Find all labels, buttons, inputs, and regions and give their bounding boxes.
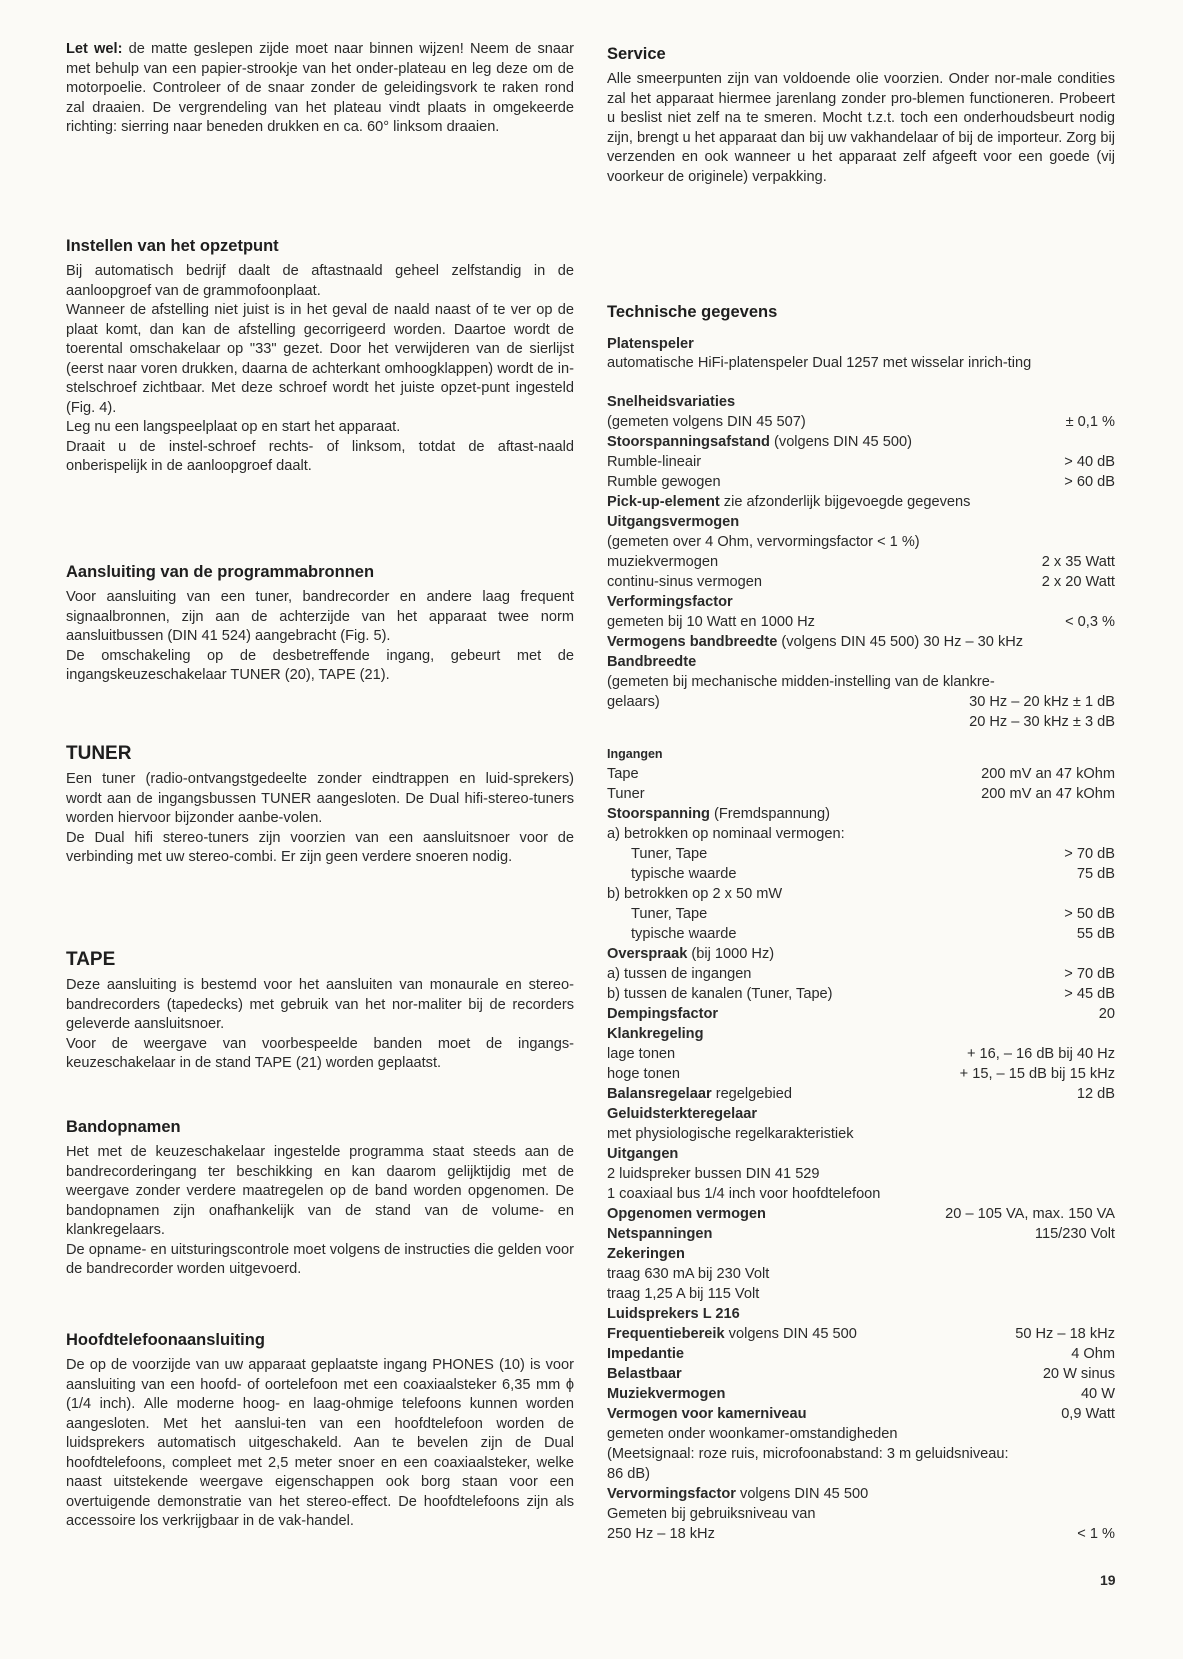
spec-label <box>607 844 1058 864</box>
paragraph: Deze aansluiting is bestemd voor het aansluiten van monaurale en stereo-bandrecorders (tapedecks) met gebruik van het nor-maliter bij de recorders geleverde aansluitsnoer. <box>66 977 574 1032</box>
paragraph: De op de voorzijde van uw apparaat geplaatste ingang PHONES (10) is voor aansluiting van een hoofd- of oortelefoon met een coaxiaalsteker 6,35 mm ϕ (1/4 inch). Alle moderne hoog- en laag-ohmige telefoons kunnen worden aangesloten. Met het aanslui-ten van een hoofdtelefoon worden de luidsprekers automatisch uitgeschakeld. Aan te bevelen zijn de Dual hoofdtelefoons, compleet met 2,5 meter snoer en een coaxiaalsteker, welke naast uitstekende weergave eigenschappen ook borg staan voor een overtuigende demonstratie van het stereo-effect. De hoofdtelefoons zijn als accessoire los verkrijgbaar in de vak-handel. <box>66 1357 574 1529</box>
spec-text: 250 Hz – 18 kHz <box>607 1526 715 1542</box>
spec-label <box>607 964 1058 984</box>
spec-label <box>607 1304 1115 1324</box>
spec-row <box>607 1044 1115 1064</box>
spec-label <box>607 452 1058 472</box>
section-bandopnamen <box>66 1117 574 1280</box>
spec-label <box>607 784 975 804</box>
spec-text: (Fremdspannung) <box>709 806 831 822</box>
spec-label <box>607 1324 1009 1344</box>
spec-label <box>607 1004 1093 1024</box>
spec-text: a) betrokken op nominaal vermogen: <box>607 826 845 842</box>
spec-heading: Netspanningen <box>607 1226 713 1242</box>
spec-label <box>607 804 1115 824</box>
spec-text: (bij 1000 Hz) <box>687 946 775 962</box>
spec-label <box>607 1124 1115 1144</box>
spec-text: traag 630 mA bij 230 Volt <box>607 1266 770 1282</box>
spec-row <box>607 1484 1115 1504</box>
spec-label <box>607 432 1115 452</box>
spec-label <box>607 1424 1115 1444</box>
spec-heading: Uitgangen <box>607 1146 679 1162</box>
intro-paragraph <box>66 40 574 138</box>
section-title: TUNER <box>66 743 132 764</box>
spec-heading: Uitgangsvermogen <box>607 514 740 530</box>
spec-heading: Bandbreedte <box>607 654 697 670</box>
spec-label <box>607 1164 1115 1184</box>
spec-label <box>607 1444 1115 1464</box>
spec-value: > 40 dB <box>1064 454 1115 470</box>
spec-row <box>607 432 1115 452</box>
spec-value: > 60 dB <box>1064 474 1115 490</box>
intro-text: de matte geslepen zijde moet naar binnen wijzen! Neem de snaar met behulp van een papier-strookje van het onder-plateau en leg deze om de motorpoelie. Controleer of de snaar zonder de geleidingsvork te raken rond zal draaien. De vergrendeling van het plateau vindt plaats in omgekeerde richting: sierring naar beneden drukken en ca. 60° linksom draaien. <box>66 41 575 135</box>
section-title: Technische gegevens <box>607 303 778 321</box>
spec-row <box>607 472 1115 492</box>
spec-label <box>607 354 1115 373</box>
spec-label <box>607 744 1115 764</box>
section-service <box>607 44 1115 187</box>
spec-label <box>607 1064 954 1084</box>
spec-value: 2 x 35 Watt <box>1041 554 1115 570</box>
spec-row <box>607 944 1115 964</box>
spec-row <box>607 764 1115 784</box>
spec-heading: Belastbaar <box>607 1366 682 1382</box>
spec-row <box>607 652 1115 672</box>
spec-text: 1 coaxiaal bus 1/4 inch voor hoofdtelefoon <box>607 1186 881 1202</box>
spec-label <box>607 924 1071 944</box>
spec-value: 20 <box>1098 1006 1115 1022</box>
spec-row <box>607 1144 1115 1164</box>
spec-row <box>607 1004 1115 1024</box>
spec-row <box>607 884 1115 904</box>
spec-row <box>607 824 1115 844</box>
spec-heading: Muziekvermogen <box>607 1386 726 1402</box>
spec-row <box>607 1164 1115 1184</box>
spec-value: 30 Hz – 20 kHz ± 1 dB <box>969 694 1115 710</box>
spec-row <box>607 354 1115 392</box>
spec-text: traag 1,25 A bij 115 Volt <box>607 1286 760 1302</box>
spec-label <box>607 412 1060 432</box>
spec-row <box>607 1324 1115 1344</box>
spec-value: > 50 dB <box>1064 906 1115 922</box>
spec-label <box>607 1524 1071 1544</box>
section-tuner <box>66 744 574 868</box>
spec-label <box>607 632 1115 652</box>
spec-heading: Geluidsterkteregelaar <box>607 1106 758 1122</box>
section-title: TAPE <box>66 949 116 970</box>
spec-row <box>607 1364 1115 1384</box>
tech-title-block <box>607 302 1115 328</box>
spec-row <box>607 732 1115 744</box>
spec-value: > 70 dB <box>1064 846 1115 862</box>
spec-label <box>607 904 1058 924</box>
spec-label <box>607 492 1115 512</box>
spec-text: volgens DIN 45 500 <box>735 1486 869 1502</box>
spec-row <box>607 632 1115 652</box>
spec-text: Tuner, Tape <box>631 846 708 862</box>
paragraph: De opname- en uitsturingscontrole moet volgens de instructies die gelden voor de bandrecorder worden uitgevoerd. <box>66 1241 574 1277</box>
spec-row <box>607 492 1115 512</box>
spec-row <box>607 512 1115 532</box>
spec-text: hoge tonen <box>607 1066 681 1082</box>
paragraph: Wanneer de afstelling niet juist is in het geval de naald naast of te ver op de plaat komt, dan kan de afstelling gecorrigeerd worden. Daartoe wordt de toerental omschakelaar op "33" gezet. Door het verwijderen van de sierlijst (eerst naar voren drukken, daarna de achterkant omhoogklappen) wordt de in-stelschroef zichtbaar. Met deze schroef wordt het juiste opzet-punt ingesteld (Fig. 4). <box>66 302 574 416</box>
spec-text: zie afzonderlijk bijgevoegde gegevens <box>719 494 971 510</box>
spec-text: (volgens DIN 45 500) <box>769 434 912 450</box>
section-title: Instellen van het opzetpunt <box>66 237 279 255</box>
section-hoofdtelefoon <box>66 1330 574 1532</box>
spec-row <box>607 392 1115 412</box>
spec-row <box>607 1204 1115 1224</box>
spec-text: automatische HiFi-platenspeler Dual 1257 met wisselar inrich-ting <box>607 355 1032 371</box>
spec-label <box>607 984 1058 1004</box>
spec-value: 20 W sinus <box>1042 1366 1115 1382</box>
spec-label <box>607 392 1115 412</box>
spec-heading: Vermogens bandbreedte <box>607 634 778 650</box>
spec-value: 40 W <box>1080 1386 1115 1402</box>
spec-label <box>607 1084 1071 1104</box>
section-title: Aansluiting van de programmabronnen <box>66 563 375 581</box>
spec-value: + 16, – 16 dB bij 40 Hz <box>966 1046 1115 1062</box>
spec-row <box>607 1084 1115 1104</box>
spec-row <box>607 1064 1115 1084</box>
section-aansluiting <box>66 562 574 686</box>
page-number: 19 <box>1100 1572 1116 1588</box>
spec-text: Rumble-lineair <box>607 454 702 470</box>
spec-text: Tuner, Tape <box>631 906 708 922</box>
section-title: Hoofdtelefoonaansluiting <box>66 1331 265 1349</box>
spec-label <box>607 652 1115 672</box>
spec-label <box>607 512 1115 532</box>
spec-row <box>607 804 1115 824</box>
spec-value: 200 mV an 47 kOhm <box>981 786 1115 802</box>
spec-row <box>607 844 1115 864</box>
spec-value: 4 Ohm <box>1071 1346 1115 1362</box>
spec-text: Tape <box>607 766 639 782</box>
spec-row <box>607 572 1115 592</box>
spec-text: b) tussen de kanalen (Tuner, Tape) <box>607 986 833 1002</box>
spec-label <box>607 672 1115 692</box>
spec-row <box>607 744 1115 764</box>
spec-label <box>607 592 1115 612</box>
spec-row <box>607 672 1115 692</box>
spec-heading: Stoorspanningsafstand <box>607 434 770 450</box>
spec-label <box>607 472 1058 492</box>
spec-row <box>607 1304 1115 1324</box>
spec-value: < 0,3 % <box>1065 614 1115 630</box>
spec-text: 86 dB) <box>607 1466 650 1482</box>
spec-text: Gemeten bij gebruiksniveau van <box>607 1506 816 1522</box>
spec-label <box>607 1484 1115 1504</box>
spec-label <box>607 1284 1115 1304</box>
paragraph: Een tuner (radio-ontvangstgedeelte zonder eindtrappen en luid-sprekers) wordt aan de ingangsbussen TUNER aangesloten. De Dual hifi-stereo-tuners worden hiervoor bijzonder aanbe-volen. <box>66 771 574 826</box>
spec-value: > 70 dB <box>1064 966 1115 982</box>
spec-row <box>607 1224 1115 1244</box>
spec-heading: Klankregeling <box>607 1026 704 1042</box>
spec-row <box>607 1504 1115 1524</box>
spec-row <box>607 412 1115 432</box>
spec-value: < 1 % <box>1077 1526 1115 1542</box>
spec-label <box>607 944 1115 964</box>
spec-heading: Vervormingsfactor <box>607 1486 736 1502</box>
spec-heading: Zekeringen <box>607 1246 685 1262</box>
spec-text: gemeten onder woonkamer-omstandigheden <box>607 1426 898 1442</box>
spec-value: 20 Hz – 30 kHz ± 3 dB <box>969 714 1115 730</box>
spec-row <box>607 1344 1115 1364</box>
spec-label <box>607 1024 1115 1044</box>
spec-text: a) tussen de ingangen <box>607 966 752 982</box>
intro-bold: Let wel: <box>66 41 123 57</box>
spec-text: regelgebied <box>711 1086 792 1102</box>
spec-value: 200 mV an 47 kOhm <box>981 766 1115 782</box>
spec-heading: Overspraak <box>607 946 688 962</box>
spec-table <box>607 334 1115 1544</box>
spec-text: typische waarde <box>631 926 737 942</box>
spec-label <box>607 1464 1115 1484</box>
spec-heading: Vermogen voor kamerniveau <box>607 1406 807 1422</box>
spec-heading: Luidsprekers L 216 <box>607 1306 740 1322</box>
spec-label <box>607 334 1115 354</box>
spec-label <box>607 864 1071 884</box>
spec-row <box>607 1244 1115 1264</box>
spec-row <box>607 864 1115 884</box>
spec-text: (gemeten over 4 Ohm, vervormingsfactor < 1 %) <box>607 534 920 550</box>
section-tape <box>66 950 574 1074</box>
spec-label <box>607 532 1115 552</box>
spec-value: > 45 dB <box>1064 986 1115 1002</box>
spec-text: (volgens DIN 45 500) 30 Hz – 30 kHz <box>777 634 1024 650</box>
section-opzetpunt <box>66 236 574 477</box>
spec-row <box>607 1384 1115 1404</box>
spec-row <box>607 1404 1115 1424</box>
spec-row <box>607 1184 1115 1204</box>
spec-label <box>607 764 975 784</box>
spec-label <box>607 1104 1115 1124</box>
spec-value: 50 Hz – 18 kHz <box>1015 1326 1115 1342</box>
spec-heading: Frequentiebereik <box>607 1326 725 1342</box>
spec-value: 12 dB <box>1076 1086 1115 1102</box>
paragraph: Voor aansluiting van een tuner, bandrecorder en andere laag frequent signaalbronnen, zijn aan de achterzijde van het apparaat twee norm aansluitbussen (DIN 41 524) aangebracht (Fig. 5). <box>66 589 574 644</box>
spec-label <box>607 884 1115 904</box>
section-title: Service <box>607 45 666 63</box>
spec-row <box>607 1104 1115 1124</box>
spec-text: (Meetsignaal: roze ruis, microfoonabstand: 3 m geluidsniveau: <box>607 1446 1009 1462</box>
spec-heading: Balansregelaar <box>607 1086 712 1102</box>
paragraph: Alle smeerpunten zijn van voldoende olie voorzien. Onder nor-male condities zal het apparaat hiermee jarenlang zonder pro-blemen functioneren. Probeert u beslist niet zelf na te smeren. Mocht t.z.t. toch een onderhoudsbeurt nodig zijn, brengt u het apparaat dan bij uw vakhandelaar of bij de importeur. Zorg bij verzenden en ook wanneer u het apparaat zelf afgeeft voor een goede (vij voorkeur de originele) verpakking. <box>607 71 1115 185</box>
spec-text: gemeten bij 10 Watt en 1000 Hz <box>607 614 815 630</box>
spec-row <box>607 964 1115 984</box>
spec-row <box>607 984 1115 1004</box>
spec-row <box>607 612 1115 632</box>
spec-row <box>607 1424 1115 1444</box>
section-title: Bandopnamen <box>66 1118 181 1136</box>
spec-heading: Pick-up-element <box>607 494 720 510</box>
paragraph: De omschakeling op de desbetreffende ingang, gebeurt met de ingangskeuzeschakelaar TUNER (20), TAPE (21). <box>66 647 574 683</box>
spec-value: 2 x 20 Watt <box>1041 574 1115 590</box>
spec-label <box>607 712 963 732</box>
spec-value: + 15, – 15 dB bij 15 kHz <box>959 1066 1115 1082</box>
paragraph: Het met de keuzeschakelaar ingestelde programma staat steeds aan de bandrecorderingang ter beschikking en kan daarom gelijktijdig met de weergave zonder verdere maatregelen op de band worden opgenomen. De bandopnamen zijn onafhankelijk van de stand van de volume- en klankregelaars. <box>66 1144 574 1238</box>
spec-row <box>607 784 1115 804</box>
spec-heading: Ingangen <box>607 747 663 761</box>
spec-text: (gemeten volgens DIN 45 507) <box>607 414 806 430</box>
spec-label <box>607 1244 1115 1264</box>
spec-text: lage tonen <box>607 1046 676 1062</box>
spec-label <box>607 1144 1115 1164</box>
spec-text: volgens DIN 45 500 <box>724 1326 857 1342</box>
spec-row <box>607 1524 1115 1544</box>
spec-label <box>607 1224 1029 1244</box>
paragraph: Leg nu een langspeelplaat op en start het apparaat. <box>66 419 401 435</box>
spec-value: 20 – 105 VA, max. 150 VA <box>945 1206 1115 1222</box>
spec-value: 0,9 Watt <box>1061 1406 1115 1422</box>
spec-text: 2 luidspreker bussen DIN 41 529 <box>607 1166 820 1182</box>
spec-label <box>607 552 1036 572</box>
spec-row <box>607 904 1115 924</box>
spec-row <box>607 924 1115 944</box>
spec-row <box>607 692 1115 712</box>
spec-heading: Impedantie <box>607 1346 685 1362</box>
spec-heading: Snelheidsvariaties <box>607 394 736 410</box>
spec-row <box>607 1264 1115 1284</box>
spec-text: typische waarde <box>631 866 737 882</box>
spec-text: Tuner <box>607 786 645 802</box>
spec-label <box>607 1204 939 1224</box>
spec-text: (gemeten bij mechanische midden-instelling van de klankre- <box>607 674 995 690</box>
paragraph: Bij automatisch bedrijf daalt de aftastnaald geheel zelfstandig in de aanloopgroef van de grammofoonplaat. <box>66 263 574 299</box>
spec-heading: Opgenomen vermogen <box>607 1206 766 1222</box>
paragraph: Draait u de instel-schroef rechts- of linksom, totdat de aftast-naald onberispelijk in de aanloopgroef daalt. <box>66 438 574 474</box>
spec-label <box>607 612 1059 632</box>
paragraph: Voor de weergave van voorbespeelde banden moet de ingangs-keuzeschakelaar in de stand TAPE (21) worden geplaatst. <box>66 1035 574 1071</box>
spec-label <box>607 1364 1037 1384</box>
spec-row <box>607 334 1115 354</box>
spec-label <box>607 1344 1065 1364</box>
spec-text: b) betrokken op 2 x 50 mW <box>607 886 783 902</box>
spec-label <box>607 1384 1075 1404</box>
spec-value: ± 0,1 % <box>1065 414 1115 430</box>
paragraph: De Dual hifi stereo-tuners zijn voorzien van een aansluitsnoer voor de verbinding met uw stereo-combi. Er zijn geen verdere snoeren nodig. <box>66 829 574 865</box>
spec-row <box>607 1444 1115 1464</box>
spec-label <box>607 824 1115 844</box>
spec-row <box>607 1124 1115 1144</box>
spec-value: 75 dB <box>1076 866 1115 882</box>
spec-heading: Platenspeler <box>607 336 694 352</box>
spec-row <box>607 452 1115 472</box>
spec-row <box>607 712 1115 732</box>
spec-label <box>607 1184 1115 1204</box>
spec-label <box>607 1504 1115 1524</box>
spec-row <box>607 1284 1115 1304</box>
spec-row <box>607 1024 1115 1044</box>
spec-row <box>607 1464 1115 1484</box>
spec-label <box>607 1404 1055 1424</box>
spec-row <box>607 532 1115 552</box>
spec-row <box>607 552 1115 572</box>
spec-label <box>607 1044 961 1064</box>
spec-text: Rumble gewogen <box>607 474 721 490</box>
spec-heading: Stoorspanning <box>607 806 710 822</box>
spec-label <box>607 1264 1115 1284</box>
spec-heading: Dempingsfactor <box>607 1006 719 1022</box>
spec-row <box>607 592 1115 612</box>
spec-heading: Verformingsfactor <box>607 594 733 610</box>
spec-value: 55 dB <box>1076 926 1115 942</box>
intro-block <box>66 40 574 138</box>
spec-text: gelaars) <box>607 694 660 710</box>
spec-text: met physiologische regelkarakteristiek <box>607 1126 854 1142</box>
spec-text: continu-sinus vermogen <box>607 574 762 590</box>
spec-label <box>607 692 963 712</box>
spec-text: muziekvermogen <box>607 554 719 570</box>
spec-label <box>607 572 1036 592</box>
spec-value: 115/230 Volt <box>1034 1226 1115 1242</box>
